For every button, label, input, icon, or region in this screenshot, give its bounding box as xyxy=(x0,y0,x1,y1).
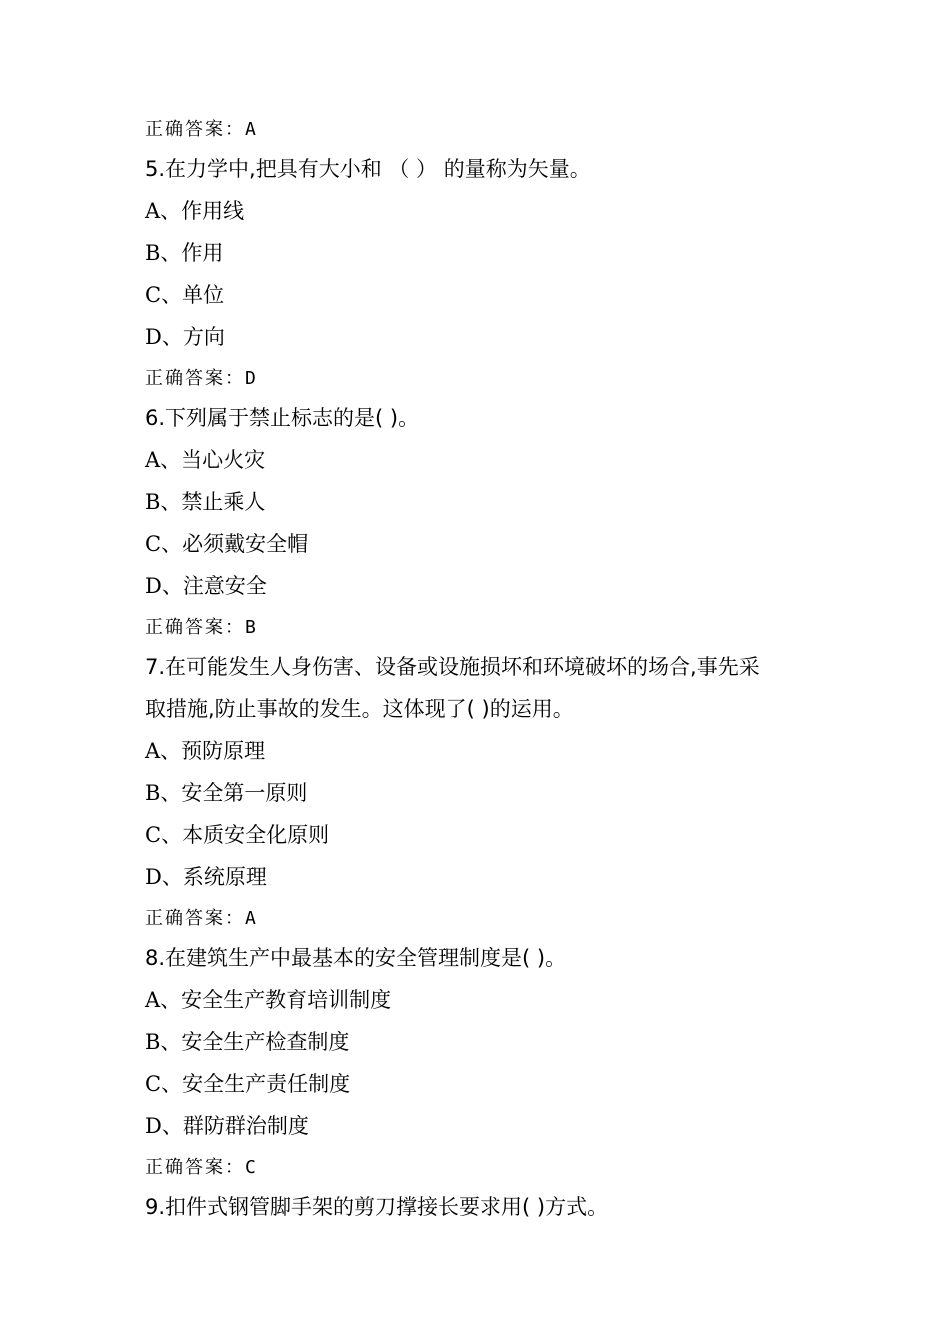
option-line: C、本质安全化原则 xyxy=(145,823,330,847)
option-line: B、安全第一原则 xyxy=(145,781,308,805)
question-line: 8.在建筑生产中最基本的安全管理制度是( )。 xyxy=(145,946,567,970)
option-line: A、作用线 xyxy=(145,199,245,223)
answer-line: 正确答案：C xyxy=(145,1157,258,1178)
answer-line: 正确答案：A xyxy=(145,908,258,929)
question-line: 9.扣件式钢管脚手架的剪刀撑接长要求用( )方式。 xyxy=(145,1195,609,1219)
question-line: 6.下列属于禁止标志的是( )。 xyxy=(145,406,420,430)
answer-line: 正确答案：D xyxy=(145,368,258,389)
option-line: C、安全生产责任制度 xyxy=(145,1072,351,1096)
answer-line: 正确答案：A xyxy=(145,119,258,140)
option-line: A、安全生产教育培训制度 xyxy=(145,988,392,1012)
option-line: A、预防原理 xyxy=(145,739,266,763)
option-line: D、注意安全 xyxy=(145,574,267,598)
answer-line: 正确答案：B xyxy=(145,617,258,638)
option-line: B、作用 xyxy=(145,241,224,265)
option-line: A、当心火灾 xyxy=(145,448,266,472)
question-line: 5.在力学中,把具有大小和 （ ） 的量称为矢量。 xyxy=(145,157,591,181)
option-line: B、安全生产检查制度 xyxy=(145,1030,350,1054)
option-line: B、禁止乘人 xyxy=(145,490,266,514)
question-line: 取措施,防止事故的发生。这体现了( )的运用。 xyxy=(145,697,574,721)
option-line: D、方向 xyxy=(145,325,225,349)
option-line: C、单位 xyxy=(145,283,225,307)
option-line: D、系统原理 xyxy=(145,865,267,889)
question-line: 7.在可能发生人身伤害、设备或设施损坏和环境破坏的场合,事先采 xyxy=(145,655,760,679)
option-line: D、群防群治制度 xyxy=(145,1114,309,1138)
option-line: C、必须戴安全帽 xyxy=(145,532,309,556)
